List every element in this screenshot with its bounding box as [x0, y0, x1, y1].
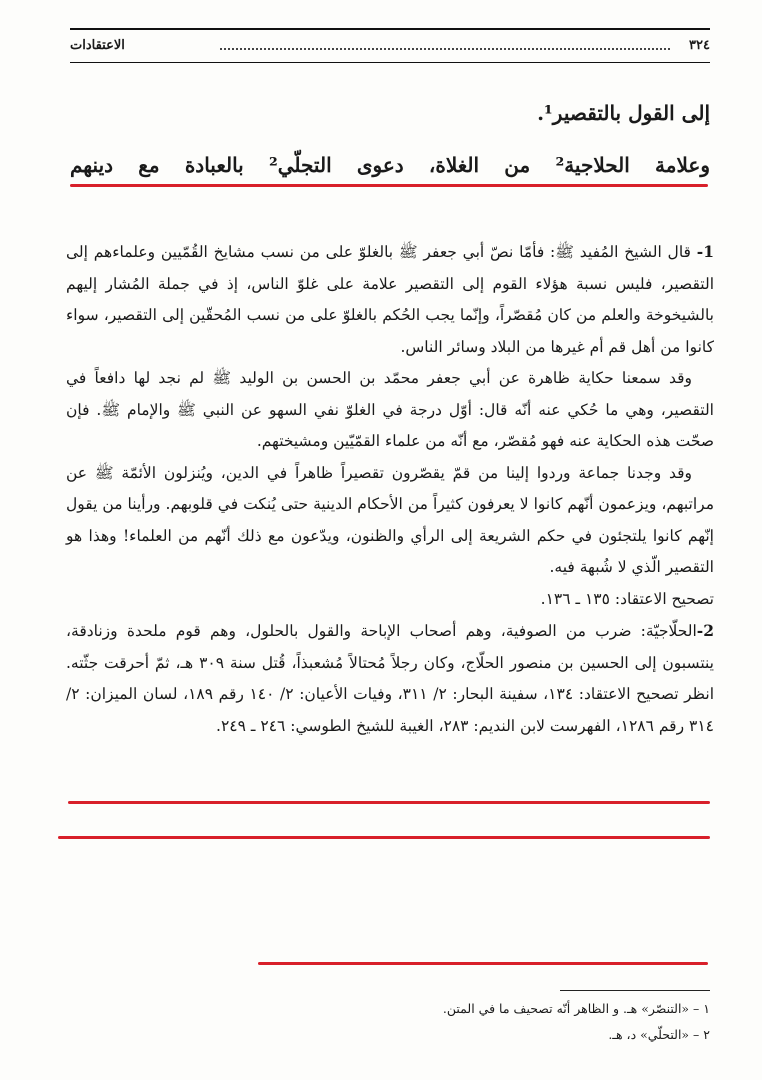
note-1-number: 1- — [696, 242, 714, 261]
red-underline-verse — [70, 184, 708, 187]
red-underline-note-2-line-2 — [58, 836, 710, 839]
running-header — [70, 36, 710, 60]
page-number: ٣٢٤ — [689, 38, 710, 53]
note-1-source: تصحيح الاعتقاد: ١٣٥ ـ ١٣٦. — [540, 589, 714, 608]
header-bottom-rule — [70, 62, 710, 63]
commentary-notes — [66, 236, 714, 742]
note-1-paragraph-1 — [66, 236, 714, 363]
note-1-paragraph-2: وقد سمعنا حكاية ظاهرة عن أبي جعفر محمّد بن الحسن بن الوليد ﷺ لم نجد لها دافعاً في التقصير، وهي ما حُكي عنه أنّه قال: أوّل درجة في الغلوّ نفي السهو عن النبي ﷺ والإمام ﷺ. فإن صحّت هذه الحكاية عنه فهو مُقصّر، مع أنّه من علماء القمّيّين ومشيختهم. — [66, 369, 714, 450]
note-2-paragraph — [66, 615, 714, 742]
red-underline-note-2-end — [258, 962, 708, 965]
footnote-1: ١ – «التنصّر» هـ. و الظاهر أنّه تصحيف ما في المتن. — [442, 1001, 710, 1016]
note-1-text-1: قال الشيخ المُفيد ﷺ: فأمّا نصّ أبي جعفر ﷺ بالغلوّ على من نسب مشايخ القُمّيين وعلماءهم إلى التقصير، فليس نسبة هؤلاء القوم إلى التقصير علامة على غلوّ الناس، إذ في جملة المُشار إليهم بالشيخوخة والعلم من كان مُقصّراً، وإنّما يجب الحُكم بالغلوّ على من نسب المُحقّين إلى التقصير، سواء كانوا من أهل قم أم غيرها من البلاد وسائر الناس. — [66, 243, 714, 356]
footnote-2: ٢ – «التحلّي» د، هـ. — [608, 1027, 710, 1042]
footnote-separator — [560, 990, 710, 991]
red-underline-note-2-line-1 — [68, 801, 710, 804]
verse-line-1: إلى القول بالتقصير¹. — [537, 101, 710, 125]
note-2-text: الحلّاجيّة: ضرب من الصوفية، وهم أصحاب الإباحة والقول بالحلول، وهم قوم ملحدة وزنادقة، ينتسبون إلى الحسين بن منصور الحلّاج، وكان رجلاً مُحتالاً مُشعبذاً، قُتل سنة ٣٠٩ هـ، ثمّ أحرقت جثّته. انظر تصحيح الاعتقاد: ١٣٤، سفينة البحار: ٢/ ٣١١، وفيات الأعيان: ٢/ ١٤٠ رقم ١٨٩، لسان الميزان: ٢/ ٣١٤ رقم ١٢٨٦، الفهرست لابن النديم: ٢٨٣، الغيبة للشيخ الطوسي: ٢٤٦ ـ ٢٤٩. — [66, 622, 714, 735]
note-2-number: 2- — [696, 621, 714, 640]
footnotes — [70, 996, 710, 1048]
header-dotted-leader — [220, 48, 670, 50]
running-title: الاعتقادات — [70, 38, 125, 53]
verse-line-2: وعلامة الحلاجية² من الغلاة، دعوى التجلّي² بالعبادة مع دينهم — [70, 153, 710, 177]
header-top-rule — [70, 28, 710, 30]
note-1-paragraph-3: وقد وجدنا جماعة وردوا إلينا من قمّ يقصّرون تقصيراً ظاهراً في الدين، ويُنزلون الأئمّة ﷺ عن مراتبهم، ويزعمون أنّهم كانوا لا يعرفون كثيراً من الأحكام الدينية حتى يُنكت في قلوبهم. ورأينا من يقول إنّهم كانوا يلتجئون في حكم الشريعة إلى الرأي والظنون، ويدّعون مع ذلك أنّهم من العلماء! وهذا هو التقصير الّذي لا شُبهة فيه. — [66, 463, 714, 576]
